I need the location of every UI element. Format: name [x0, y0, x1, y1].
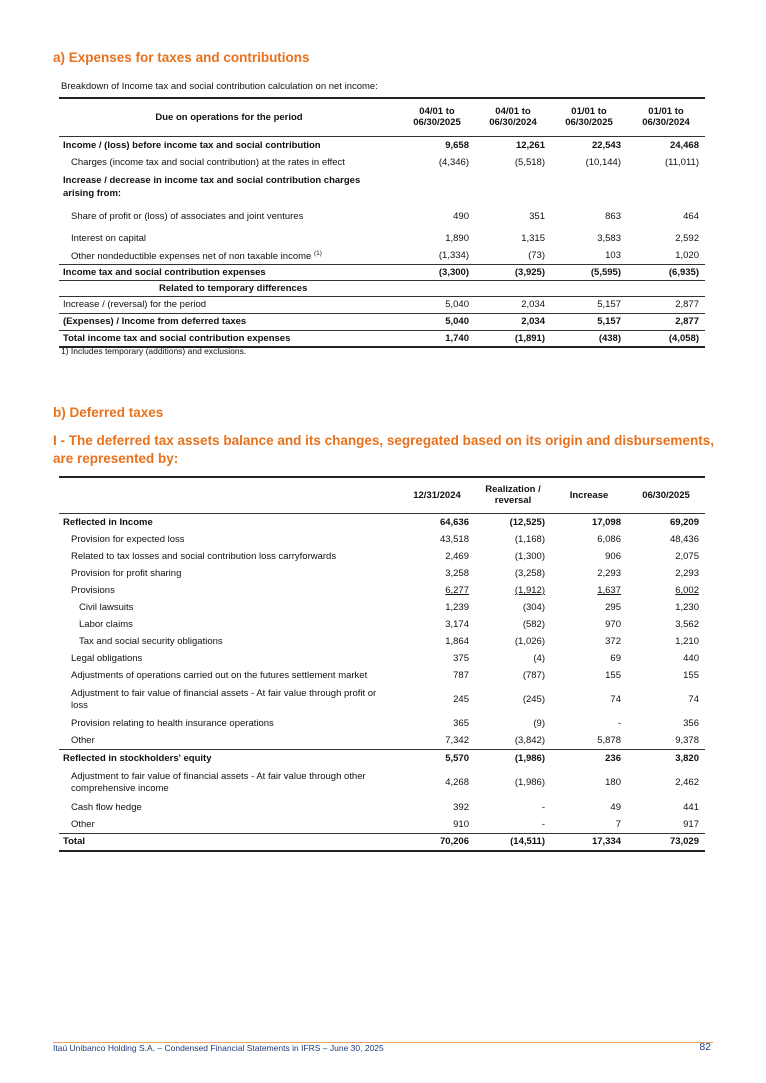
col-header: Increase	[551, 477, 627, 513]
table-row: (Expenses) / Income from deferred taxes 5,040 2,034 5,157 2,877	[59, 313, 705, 330]
page-number: 82	[699, 1041, 711, 1053]
section-a-intro: Breakdown of Income tax and social contribution calculation on net income:	[61, 81, 378, 92]
table-row: Adjustment to fair value of financial assets - At fair value through profit or loss 245 (245) 74 74	[71, 687, 699, 711]
table-row: Labor claims 3,174 (582) 970 3,562	[79, 619, 699, 630]
col-header: 01/01 to 06/30/2024	[627, 98, 705, 136]
table-row: Other 910 - 7 917	[71, 818, 699, 830]
table-row: Provision for profit sharing 3,258 (3,258) 2,293 2,293	[71, 568, 699, 579]
section-a-title: a) Expenses for taxes and contributions	[53, 50, 310, 65]
col-header: 01/01 to 06/30/2025	[551, 98, 627, 136]
table-row: Total income tax and social contribution expenses 1,740 (1,891) (438) (4,058)	[59, 330, 705, 347]
table-row: Provision relating to health insurance operations 365 (9) - 356	[71, 718, 699, 729]
table-row: Provisions 6,277 (1,912) 1,637 6,002	[71, 585, 699, 596]
deferred-tax-table	[59, 476, 705, 852]
table-row: Total 70,206 (14,511) 17,334 73,029	[59, 833, 705, 851]
table-row: Related to tax losses and social contribution loss carryforwards 2,469 (1,300) 906 2,075	[71, 551, 699, 562]
table-row: Income / (loss) before income tax and social contribution 9,658 12,261 22,543 24,468	[63, 139, 699, 151]
col-header: 12/31/2024	[399, 477, 475, 513]
table-header-label: Due on operations for the period	[59, 98, 399, 136]
col-header: Realization / reversal	[475, 477, 551, 513]
section-b-title: b) Deferred taxes	[53, 405, 164, 420]
table-row: Interest on capital 1,890 1,315 3,583 2,592	[71, 232, 699, 244]
table-row: Provision for expected loss 43,518 (1,168) 6,086 48,436	[71, 534, 699, 545]
table-row: Adjustments of operations carried out on the futures settlement market 787 (787) 155 155	[71, 670, 699, 681]
table-row: Related to temporary differences	[59, 280, 705, 296]
table-row: Reflected in stockholders' equity 5,570 (1,986) 236 3,820	[59, 749, 705, 767]
footnote: 1) Includes temporary (additions) and exclusions.	[61, 346, 247, 356]
col-header: 04/01 to 06/30/2025	[399, 98, 475, 136]
table-row: Tax and social security obligations 1,864 (1,026) 372 1,210	[79, 636, 699, 647]
table-row: Adjustment to fair value of financial assets - At fair value through other comprehensive income 4,268 (1,986) 180 2,462	[71, 770, 699, 794]
table-row: Other nondeductible expenses net of non taxable income $^{(1)}$ (1,334) (73) 103 1,020	[71, 249, 699, 262]
footer-text: Itaú Unibanco Holding S.A. – Condensed Financial Statements in IFRS – June 30, 2025	[53, 1043, 384, 1053]
col-header: 06/30/2025	[627, 477, 705, 513]
col-header: 04/01 to 06/30/2024	[475, 98, 551, 136]
table-row: Charges (income tax and social contribution) at the rates in effect (4,346) (5,518) (10,144) (11,011)	[71, 156, 699, 168]
table-row: Civil lawsuits 1,239 (304) 295 1,230	[79, 602, 699, 613]
income-tax-table	[59, 97, 705, 348]
table-row: Legal obligations 375 (4) 69 440	[71, 653, 699, 664]
table-row: Increase / (reversal) for the period 5,040 2,034 5,157 2,877	[63, 299, 699, 310]
table-row: Increase / decrease in income tax and social contribution charges arising from:	[63, 175, 361, 199]
table-row: Cash flow hedge 392 - 49 441	[71, 801, 699, 813]
table-row: Reflected in Income 64,636 (12,525) 17,098 69,209	[63, 516, 699, 528]
table-row: Other 7,342 (3,842) 5,878 9,378	[71, 734, 699, 746]
section-b-subtitle: I - The deferred tax assets balance and its changes, segregated based on its origin and disbursements, are represented by:	[53, 433, 714, 466]
table-row: Income tax and social contribution expenses (3,300) (3,925) (5,595) (6,935)	[59, 264, 705, 280]
table-row: Share of profit or (loss) of associates and joint ventures 490 351 863 464	[71, 210, 699, 222]
